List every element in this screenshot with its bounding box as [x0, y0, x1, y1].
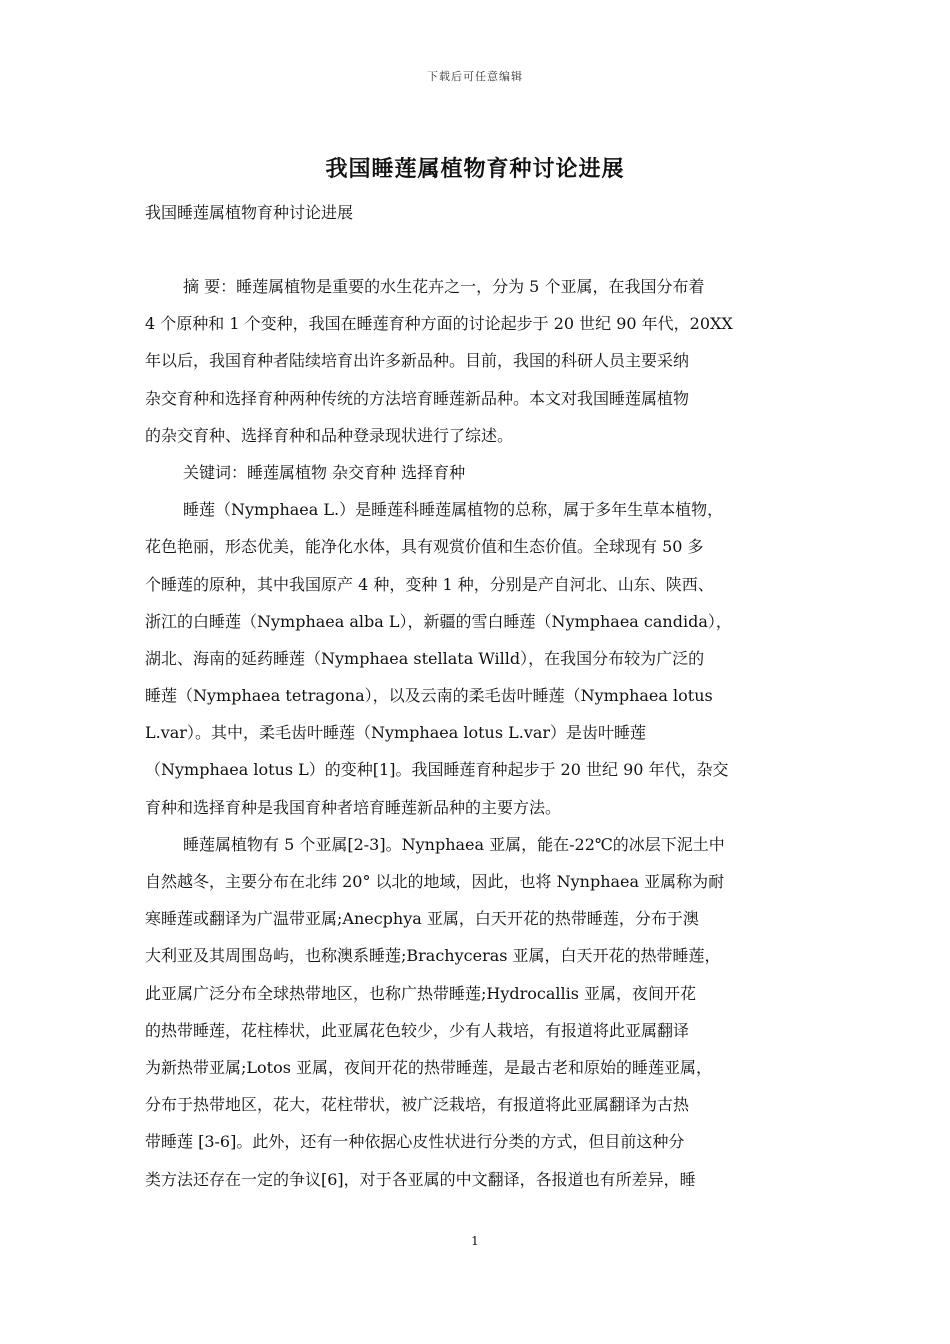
abstract-line: 4 个原种和 1 个变种，我国在睡莲育种方面的讨论起步于 20 世纪 90 年代，20XX: [145, 314, 733, 334]
paragraph-line: 睡莲（Nymphaea L.）是睡莲科睡莲属植物的总称，属于多年生草本植物，: [183, 500, 724, 520]
abstract-line: 摘 要：睡莲属植物是重要的水生花卉之一，分为 5 个亚属，在我国分布着: [183, 277, 705, 296]
document-subtitle: 我国睡莲属植物育种讨论进展: [145, 203, 354, 222]
paragraph-line: 此亚属广泛分布全球热带地区，也称广热带睡莲;Hydrocallis 亚属，夜间开花: [145, 983, 697, 1003]
paragraph-line: L.var）。其中，柔毛齿叶睡莲（Nymphaea lotus L.var）是齿叶睡莲: [145, 723, 647, 743]
paragraph-line: 寒睡莲或翻译为广温带亚属;Anecphya 亚属，白天开花的热带睡莲，分布于澳: [145, 909, 699, 929]
page-number: 1: [471, 1234, 479, 1248]
abstract-line: 杂交育种和选择育种两种传统的方法培育睡莲新品种。本文对我国睡莲属植物: [145, 388, 690, 408]
paragraph-line: 分布于热带地区，花大，花柱带状，被广泛栽培，有报道将此亚属翻译为古热: [145, 1095, 690, 1115]
paragraph-line: 湖北、海南的延药睡莲（Nymphaea stellata Willd），在我国分布较为广泛的: [145, 648, 705, 668]
abstract-line: 年以后，我国育种者陆续培育出许多新品种。目前，我国的科研人员主要采纳: [145, 351, 690, 371]
paragraph-line: 育种和选择育种是我国育种者培育睡莲新品种的主要方法。: [145, 797, 562, 817]
page-header-note: 下载后可任意编辑: [427, 70, 523, 83]
paragraph-line: 自然越冬，主要分布在北纬 20° 以北的地域，因此，也将 Nynphaea 亚属称为耐: [145, 872, 725, 891]
abstract-line: 的杂交育种、选择育种和品种登录现状进行了综述。: [145, 425, 514, 445]
document-body: [145, 268, 811, 1198]
paragraph-line: 浙江的白睡莲（Nymphaea alba L），新疆的雪白睡莲（Nymphaea candida），: [145, 611, 732, 631]
keywords-line: 关键词：睡莲属植物 杂交育种 选择育种: [183, 462, 466, 482]
paragraph-line: 睡莲属植物有 5 个亚属[2-3]。Nynphaea 亚属，能在-22℃的冰层下泥土中: [183, 834, 725, 854]
paragraph-line: 个睡莲的原种，其中我国原产 4 种，变种 1 种，分别是产自河北、山东、陕西、: [145, 574, 714, 594]
document-title: 我国睡莲属植物育种讨论进展: [325, 156, 625, 182]
paragraph-line: 带睡莲 [3-6]。此外，还有一种依据心皮性状进行分类的方式，但目前这种分: [145, 1132, 685, 1152]
paragraph-line: 花色艳丽，形态优美，能净化水体，具有观赏价值和生态价值。全球现有 50 多: [145, 537, 704, 557]
paragraph-line: 睡莲（Nymphaea tetragona），以及云南的柔毛齿叶睡莲（Nymphaea lotus: [145, 686, 713, 706]
paragraph-line: 类方法还存在一定的争议[6]，对于各亚属的中文翻译，各报道也有所差异，睡: [145, 1169, 696, 1189]
paragraph-line: 大利亚及其周围岛屿，也称澳系睡莲;Brachyceras 亚属，白天开花的热带睡莲，: [145, 946, 721, 966]
paragraph-line: 为新热带亚属;Lotos 亚属，夜间开花的热带睡莲，是最古老和原始的睡莲亚属，: [145, 1057, 713, 1077]
paragraph-line: （Nymphaea lotus L）的变种[1]。我国睡莲育种起步于 20 世纪 90 年代，杂交: [145, 760, 729, 780]
paragraph-line: 的热带睡莲，花柱棒状，此亚属花色较少，少有人栽培，有报道将此亚属翻译: [145, 1020, 690, 1040]
